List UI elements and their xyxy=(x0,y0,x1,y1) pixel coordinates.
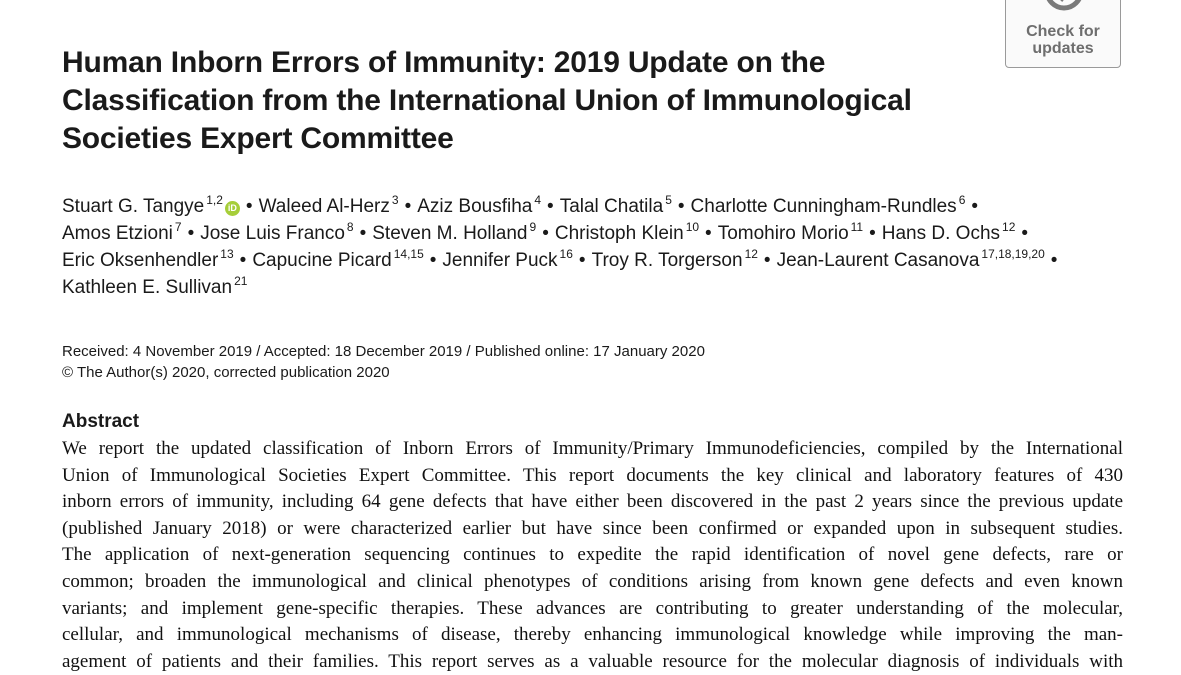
author-name[interactable] xyxy=(690,193,966,217)
author-affiliation: 6 xyxy=(958,193,966,207)
author-affiliation: 14,15 xyxy=(393,247,424,261)
author-separator: • xyxy=(1021,223,1029,244)
author-separator: • xyxy=(245,196,253,217)
author-separator: • xyxy=(971,196,979,217)
author-name[interactable] xyxy=(258,193,399,217)
author-affiliation: 5 xyxy=(665,193,672,207)
author-name[interactable] xyxy=(717,220,864,244)
author-name[interactable] xyxy=(417,193,542,217)
check-for-updates-badge[interactable] xyxy=(1005,0,1121,68)
author-name[interactable] xyxy=(442,247,573,271)
author-name-text: Stuart G. Tangye xyxy=(62,196,205,217)
author-separator: • xyxy=(359,223,367,244)
author-name-text: Troy R. Torgerson xyxy=(591,250,743,271)
author-affiliation: 12 xyxy=(1002,220,1016,234)
paper-title: Human Inborn Errors of Immunity: 2019 Update on the Classification from the International Union of Immunological Societies Expert Committee xyxy=(62,46,912,155)
author-name[interactable] xyxy=(591,247,758,271)
author-name-text: Jennifer Puck xyxy=(442,250,558,271)
check-updates-label xyxy=(1006,23,1120,57)
author-affiliation: 7 xyxy=(174,220,182,234)
author-affiliation: 21 xyxy=(234,274,248,288)
author-affiliation: 16 xyxy=(559,247,573,261)
copyright-line: © The Author(s) 2020, corrected publication 2020 xyxy=(62,364,390,381)
author-separator: • xyxy=(677,196,685,217)
author-affiliation: 12 xyxy=(744,247,758,261)
check-updates-label-line2: updates xyxy=(1032,40,1094,57)
author-affiliation: 3 xyxy=(391,193,399,207)
author-affiliation: 8 xyxy=(346,220,354,234)
author-separator: • xyxy=(705,223,712,244)
author-separator: • xyxy=(404,196,412,217)
abstract-line: agement of patients and their families. This report serves as a valuable resource for the molecular diagnosis of individuals with xyxy=(62,650,1123,672)
author-separator: • xyxy=(763,250,771,271)
author-name[interactable] xyxy=(62,193,240,217)
author-separator: • xyxy=(547,196,554,217)
author-name-text: Steven M. Holland xyxy=(372,223,528,244)
author-name[interactable] xyxy=(554,220,700,244)
author-name-text: Charlotte Cunningham-Rundles xyxy=(690,196,957,217)
abstract-line: The application of next-generation sequencing continues to expedite the rapid identification of novel gene defects, rare or xyxy=(62,544,1123,566)
abstract-line: cellular, and immunological mechanisms of disease, thereby enhancing immunological knowledge while improving the man- xyxy=(62,624,1123,646)
author-affiliation: 4 xyxy=(534,193,542,207)
author-affiliation: 11 xyxy=(850,220,864,234)
author-name-text: Tomohiro Morio xyxy=(717,223,849,244)
author-separator: • xyxy=(187,223,195,244)
author-name-text: Jose Luis Franco xyxy=(200,223,345,244)
author-name[interactable] xyxy=(776,247,1045,271)
author-name-text: Hans D. Ochs xyxy=(881,223,1001,244)
author-affiliation: 13 xyxy=(220,247,234,261)
author-affiliation: 17,18,19,20 xyxy=(981,247,1045,261)
author-name-text: Eric Oksenhendler xyxy=(62,250,219,271)
abstract-line: We report the updated classification of Inborn Errors of Immunity/Primary Immunodeficiencies, compiled by the International xyxy=(62,438,1123,459)
author-name[interactable] xyxy=(62,220,182,244)
author-name-text: Kathleen E. Sullivan xyxy=(62,277,233,298)
abstract-line: Union of Immunological Societies Expert Committee. This report documents the key clinical and laboratory features of 430 xyxy=(62,464,1123,486)
check-updates-label-line1: Check for xyxy=(1026,23,1100,40)
author-name-text: Capucine Picard xyxy=(252,250,392,271)
publication-dates: Received: 4 November 2019 / Accepted: 18 December 2019 / Published online: 17 January 2020 xyxy=(62,343,705,360)
author-separator: • xyxy=(239,250,247,271)
abstract-line: (published January 2018) or were characterized earlier but have since been confirmed or expanded upon in subsequent studies. xyxy=(62,517,1123,539)
author-separator: • xyxy=(429,250,437,271)
author-affiliation: 9 xyxy=(529,220,537,234)
author-separator: • xyxy=(1050,250,1058,271)
abstract-line: variants; and implement gene-specific therapies. These advances are contributing to greater understanding of the molecular, xyxy=(62,597,1123,619)
author-name-text: Waleed Al-Herz xyxy=(258,196,390,217)
orcid-icon[interactable]: iD xyxy=(225,201,240,216)
author-name[interactable] xyxy=(559,193,672,217)
author-name-text: Christoph Klein xyxy=(554,223,684,244)
author-name[interactable] xyxy=(62,274,248,298)
author-name-text: Amos Etzioni xyxy=(62,223,173,244)
abstract-line: common; broaden the immunological and clinical phenotypes of conditions arising from known gene defects and even known xyxy=(62,570,1123,592)
author-name-text: Jean-Laurent Casanova xyxy=(776,250,980,271)
author-affiliation: 1,2 xyxy=(206,193,223,207)
author-name-text: Aziz Bousfiha xyxy=(417,196,533,217)
author-affiliation: 10 xyxy=(685,220,700,234)
author-name[interactable] xyxy=(372,220,537,244)
author-name[interactable] xyxy=(62,247,234,271)
author-name[interactable] xyxy=(252,247,424,271)
check-updates-icon xyxy=(1042,0,1086,18)
publication-info xyxy=(62,341,705,383)
author-name-text: Talal Chatila xyxy=(559,196,664,217)
author-separator: • xyxy=(542,223,549,244)
abstract-line: inborn errors of immunity, including 64 gene defects that have either been discovered in the past 2 years since the previous update xyxy=(62,491,1123,513)
author-separator: • xyxy=(578,250,586,271)
author-list xyxy=(62,193,1132,301)
abstract-body xyxy=(62,436,1123,675)
author-name[interactable] xyxy=(881,220,1016,244)
author-separator: • xyxy=(869,223,876,244)
author-name[interactable] xyxy=(200,220,354,244)
abstract-heading: Abstract xyxy=(62,411,140,432)
